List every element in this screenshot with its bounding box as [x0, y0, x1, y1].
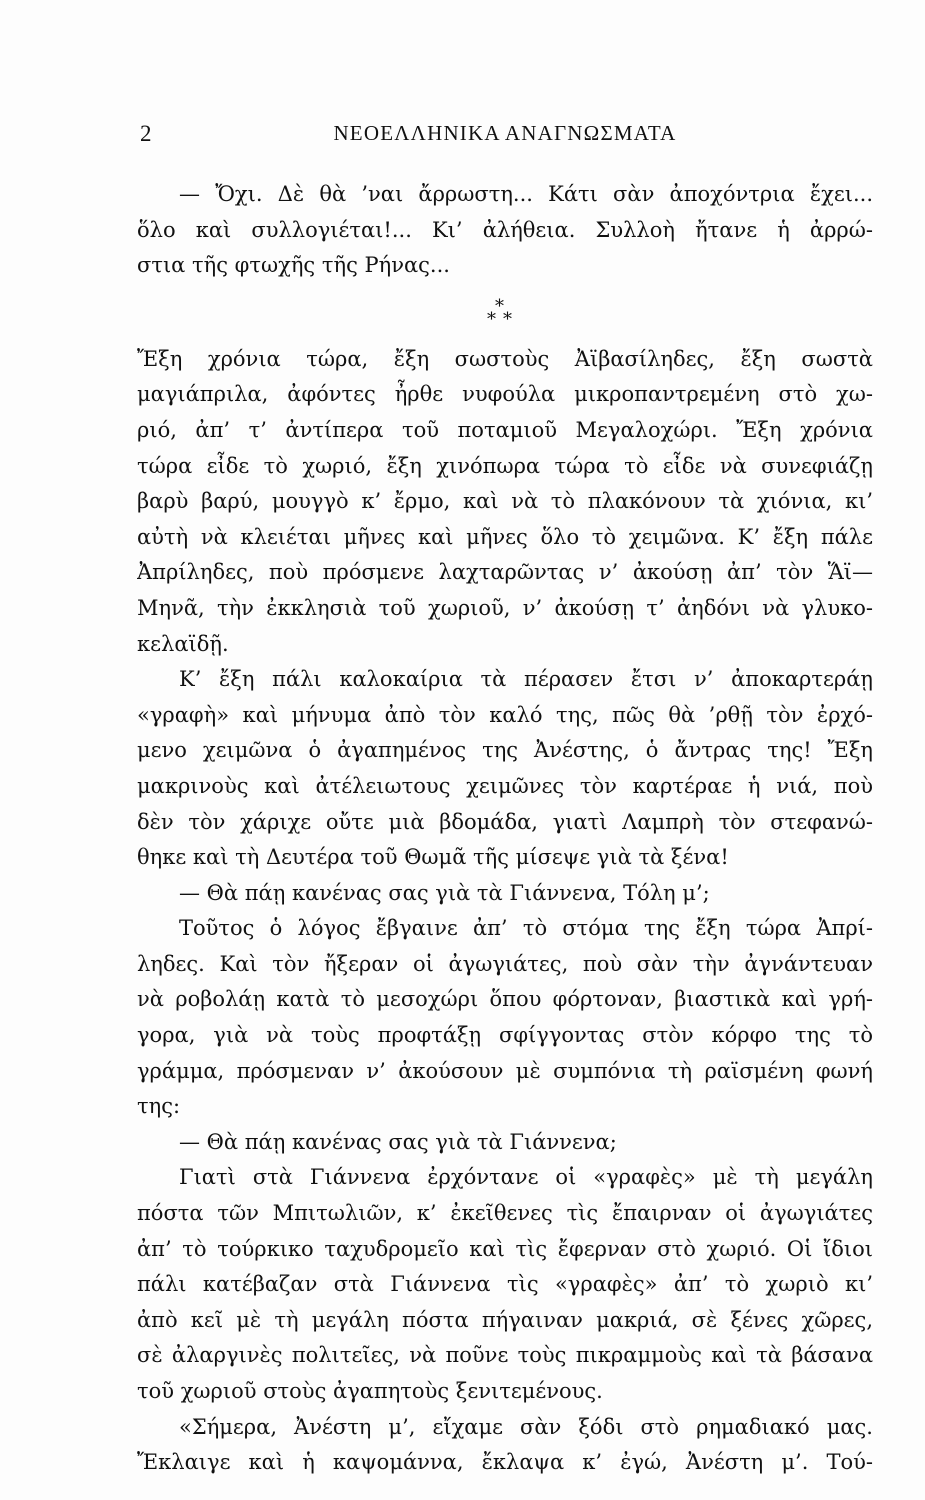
- text-line: θηκε καὶ τὴ Δευτέρα τοῦ Θωμᾶ τῆς μίσεψε γιὰ τὰ ξένα!: [137, 845, 729, 870]
- text-line: μακρινοὺς καὶ ἀτέλειωτους χειμῶνες τὸν καρτέραε ἡ νιά, ποὺ: [137, 773, 873, 798]
- text-line: πάλι κατέβαζαν στὰ Γιάννενα τὶς «γραφὲς» ἀπ’ τὸ χωριὸ κι’: [137, 1272, 873, 1297]
- text-line: μαγιάπριλα, ἀφόντες ἦρθε νυφούλα μικροπαντρεμένη στὸ χω-: [137, 382, 873, 407]
- running-head: ΝΕΟΕΛΛΗΝΙΚΑ ΑΝΑΓΝΩΣΜΑΤΑ: [333, 121, 677, 145]
- text-line: Μηνᾶ, τὴν ἐκκλησιὰ τοῦ χωριοῦ, ν’ ἀκούσῃ τ’ ἀηδόνι νὰ γλυκο-: [137, 595, 873, 620]
- body-text: [137, 177, 873, 1481]
- separator-star: *: [503, 308, 512, 330]
- section-separator: [137, 284, 873, 342]
- separator-star: *: [487, 308, 496, 330]
- text-line: νὰ ροβολάῃ κατὰ τὸ μεσοχώρι ὅπου φόρτοναν, βιαστικὰ καὶ γρή-: [137, 987, 873, 1012]
- text-line: Ἀπρίληδες, ποὺ πρόσμενε λαχταρῶντας ν’ ἀκούσῃ ἀπ’ τὸν Ἅϊ—: [137, 560, 873, 585]
- text-line: σὲ ἀλαργινὲς πολιτεῖες, νὰ ποῦνε τοὺς πικραμμοὺς καὶ τὰ βάσανα: [137, 1343, 873, 1368]
- text-line: της:: [137, 1094, 181, 1119]
- text-line: ριό, ἀπ’ τ’ ἀντίπερα τοῦ ποταμιοῦ Μεγαλοχώρι. Ἔξη χρόνια: [137, 417, 873, 442]
- page-number: 2: [140, 121, 152, 146]
- dialogue-line: — Θὰ πάῃ κανένας σας γιὰ τὰ Γιάννενα;: [179, 1129, 617, 1154]
- text-line: Ἔκλαιγε καὶ ἡ καψομάννα, ἔκλαψα κ’ ἐγώ, Ἀνέστη μ’. Τού-: [137, 1450, 873, 1475]
- text-line: ἀπ’ τὸ τούρκικο ταχυδρομεῖο καὶ τὶς ἔφερναν στὸ χωριό. Οἱ ἴδιοι: [137, 1236, 873, 1261]
- text-line: — Ὄχι. Δὲ θὰ ’ναι ἄρρωστη... Κάτι σὰν ἀποχόντρια ἔχει...: [179, 182, 873, 206]
- text-line: Ἔξη χρόνια τώρα, ἔξη σωστοὺς Ἀϊβασίληδες, ἔξη σωστὰ: [137, 346, 873, 371]
- text-line: τώρα εἶδε τὸ χωριό, ἔξη χινόπωρα τώρα τὸ εἶδε νὰ συνεφιάζῃ: [137, 453, 873, 478]
- text-line: «Σήμερα, Ἀνέστη μ’, εἴχαμε σὰν ξόδι στὸ ρημαδιακό μας.: [179, 1414, 873, 1439]
- text-line: πόστα τῶν Μπιτωλιῶν, κ’ ἐκεῖθενες τὶς ἔπαιρναν οἱ ἀγωγιάτες: [137, 1201, 873, 1226]
- text-line: ὅλο καὶ συλλογιέται!... Κι’ ἀλήθεια. Συλλοὴ ἤτανε ἡ ἀρρώ-: [137, 217, 873, 242]
- text-line: ληδες. Καὶ τὸν ἤξεραν οἱ ἀγωγιάτες, ποὺ σὰν τὴν ἀγνάντευαν: [137, 951, 873, 976]
- text-line: αὐτὴ νὰ κλειέται μῆνες καὶ μῆνες ὅλο τὸ χειμῶνα. Κ’ ἔξη πάλε: [137, 524, 873, 549]
- text-line: Τοῦτος ὁ λόγος ἔβγαινε ἀπ’ τὸ στόμα της ἔξη τώρα Ἀπρί-: [179, 916, 873, 941]
- dialogue-line: — Θὰ πάῃ κανένας σας γιὰ τὰ Γιάννενα, Τόλη μ’;: [179, 880, 710, 905]
- text-line: δὲν τὸν χάριχε οὔτε μιὰ βδομάδα, γιατὶ Λαμπρὴ τὸν στεφανώ-: [137, 809, 873, 834]
- text-line: γράμμα, πρόσμεναν ν’ ἀκούσουν μὲ συμπόνια τὴ ραϊσμένη φωνή: [137, 1058, 873, 1083]
- text-line: τοῦ χωριοῦ στοὺς ἀγαπητοὺς ξενιτεμένους.: [137, 1379, 603, 1403]
- text-line: Γιατὶ στὰ Γιάννενα ἐρχόντανε οἱ «γραφὲς» μὲ τὴ μεγάλη: [179, 1165, 873, 1190]
- text-line: Κ’ ἔξη πάλι καλοκαίρια τὰ πέρασεν ἔτσι ν’ ἀποκαρτεράῃ: [179, 667, 873, 692]
- page-header: [140, 121, 870, 151]
- text-line: μενο χειμῶνα ὁ ἀγαπημένος της Ἀνέστης, ὁ ἄντρας της! Ἔξη: [137, 738, 873, 763]
- text-line: κελαϊδῇ.: [137, 631, 229, 656]
- separator-star: *: [495, 295, 504, 317]
- text-line: βαρὺ βαρύ, μουγγὸ κ’ ἔρμο, καὶ νὰ τὸ πλακόνουν τὰ χιόνια, κι’: [137, 489, 873, 514]
- text-line: γορα, γιὰ νὰ τοὺς προφτάξῃ σφίγγοντας στὸν κόρφο της τὸ: [137, 1023, 873, 1048]
- text-line: «γραφὴ» καὶ μήνυμα ἀπὸ τὸν καλό της, πῶς θὰ ’ρθῇ τὸν ἐρχό-: [137, 702, 873, 727]
- text-line: στια τῆς φτωχῆς τῆς Ρήνας...: [137, 253, 450, 278]
- text-line: ἀπὸ κεῖ μὲ τὴ μεγάλη πόστα πήγαιναν μακριά, σὲ ξένες χῶρες,: [137, 1307, 873, 1332]
